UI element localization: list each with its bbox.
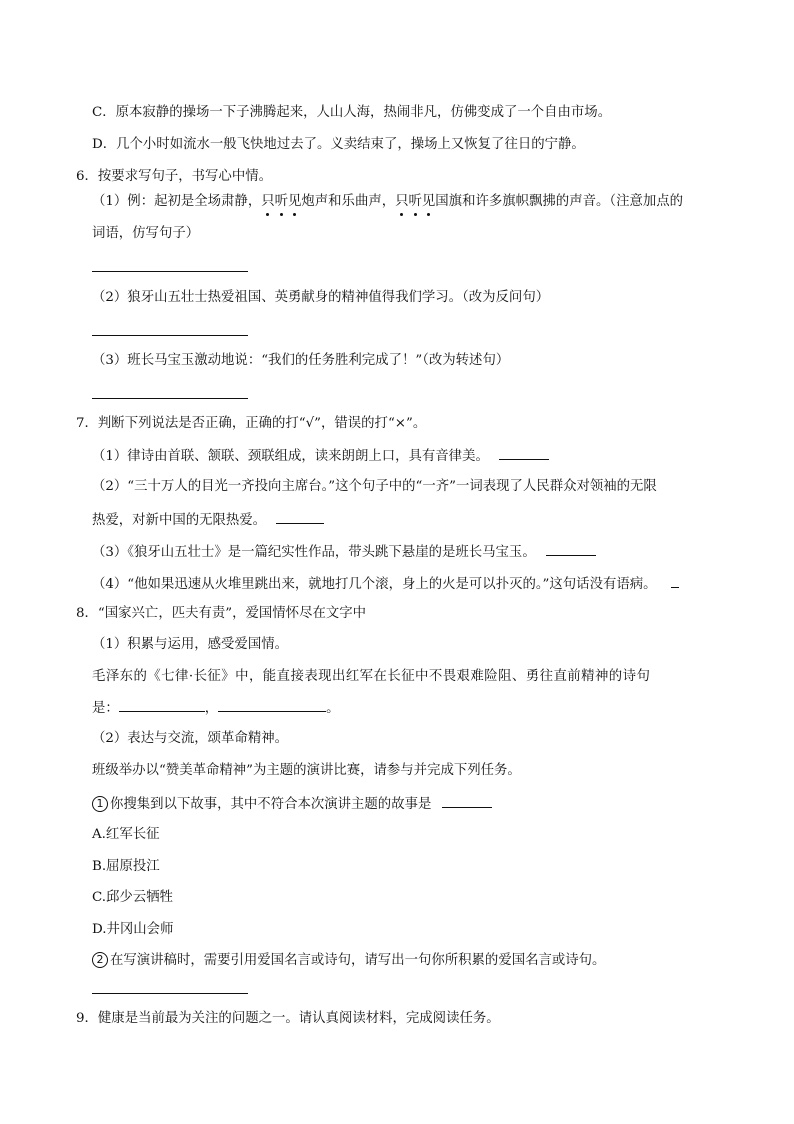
answer-blank[interactable] — [671, 574, 679, 588]
answer-blank[interactable] — [546, 542, 596, 556]
emphasis-char: 只 — [395, 194, 409, 209]
q7-stem: 7．判断下列说法是否正确，正确的打“√”，错误的打“×”。 — [76, 416, 427, 431]
q6-part1-lead: （1）例：起初是全场肃静， — [92, 194, 262, 209]
emphasis-char: 见 — [288, 194, 302, 209]
q8-task2 — [92, 952, 605, 970]
emphasis-char: 听 — [408, 194, 422, 209]
answer-line[interactable] — [92, 398, 248, 399]
answer-line[interactable] — [92, 271, 248, 272]
q7-part4-text: （4）“他如果迅速从火堆里跳出来，就地打几个滚，身上的火是可以扑灭的。”这句话没有语病。 — [92, 577, 657, 592]
q5-option-d: D．几个小时如流水一般飞快地过去了。义卖结束了，操场上又恢复了往日的宁静。 — [92, 137, 585, 152]
q8-stem: 8．“国家兴亡，匹夫有责”，爱国情怀尽在文字中 — [76, 606, 367, 621]
q7-part2-line1: （2）“三十万人的目光一齐投向主席台。”这个句子中的“一齐”一词表现了人民群众对领袖的无限 — [92, 479, 657, 494]
answer-blank[interactable] — [276, 510, 324, 524]
q8-part2-text: 班级举办以“赞美革命精神”为主题的演讲比赛，请参与并完成下列任务。 — [92, 763, 521, 778]
circled-number-icon: 1 — [92, 796, 108, 812]
q8-part2: （2）表达与交流，颂革命精神。 — [92, 731, 288, 746]
q8-task2-text: 在写演讲稿时，需要引用爱国名言或诗句，请写出一句你所积累的爱国名言或诗句。 — [110, 953, 606, 968]
q8-answer-prefix: 是： — [92, 701, 119, 716]
q6-part1-line2: 词语，仿写句子） — [92, 226, 200, 241]
q8-task1 — [92, 794, 492, 814]
q7-part1 — [92, 446, 549, 466]
answer-line[interactable] — [92, 335, 248, 336]
q7-part3 — [92, 542, 596, 562]
q6-part1-mid: 炮声和乐曲声， — [301, 194, 396, 209]
emphasis-char: 见 — [421, 194, 436, 209]
q8-task1-text: 你搜集到以下故事，其中不符合本次演讲主题的故事是 — [110, 797, 432, 812]
emphasis-char: 听 — [274, 194, 288, 209]
q7-part2-line2 — [92, 510, 324, 530]
answer-blank[interactable] — [442, 794, 492, 808]
q5-option-c: C．原本寂静的操场一下子沸腾起来，人山人海，热闹非凡，仿佛变成了一个自由市场。 — [92, 105, 612, 120]
period: 。 — [326, 701, 340, 716]
answer-blank[interactable] — [499, 446, 549, 460]
q6-part3: （3）班长马宝玉激动地说：“我们的任务胜利完成了！”（改为转述句） — [92, 353, 510, 368]
emphasis-char: 只 — [261, 194, 275, 209]
answer-blank[interactable] — [218, 698, 326, 712]
comma: ， — [204, 701, 219, 716]
q7-part2-text: 热爱，对新中国的无限热爱。 — [92, 513, 267, 528]
q8-part1-text: 毛泽东的《七律·长征》中，能直接表现出红军在长征中不畏艰难险阻、勇往直前精神的诗句 — [92, 669, 651, 684]
q7-part3-text: （3）《狼牙山五壮士》是一篇纪实性作品，带头跳下悬崖的是班长马宝玉。 — [92, 545, 536, 560]
q8-option-a: A.红军长征 — [92, 827, 160, 842]
q7-part4 — [92, 574, 679, 594]
q9-stem: 9．健康是当前最为关注的问题之一。请认真阅读材料，完成阅读任务。 — [76, 1011, 500, 1026]
q8-option-c: C.邱少云牺牲 — [92, 890, 173, 905]
q6-part1 — [92, 193, 683, 211]
answer-blank[interactable] — [119, 698, 205, 712]
circled-number-icon: 2 — [92, 952, 108, 968]
q8-option-b: B.屈原投江 — [92, 859, 160, 874]
q6-part1-tail: 国旗和许多旗帜飘拂的声音。（注意加点的 — [435, 194, 684, 209]
q7-part1-text: （1）律诗由首联、颔联、颈联组成，读来朗朗上口，具有音律美。 — [92, 449, 489, 464]
q8-part1-answer — [92, 698, 340, 718]
q8-part1: （1）积累与运用，感受爱国情。 — [92, 637, 288, 652]
q6-stem: 6．按要求写句子，书写心中情。 — [76, 169, 272, 184]
answer-line[interactable] — [92, 993, 248, 994]
q6-part2: （2）狼牙山五壮士热爱祖国、英勇献身的精神值得我们学习。（改为反问句） — [92, 290, 550, 305]
q8-option-d: D.井冈山会师 — [92, 922, 174, 937]
